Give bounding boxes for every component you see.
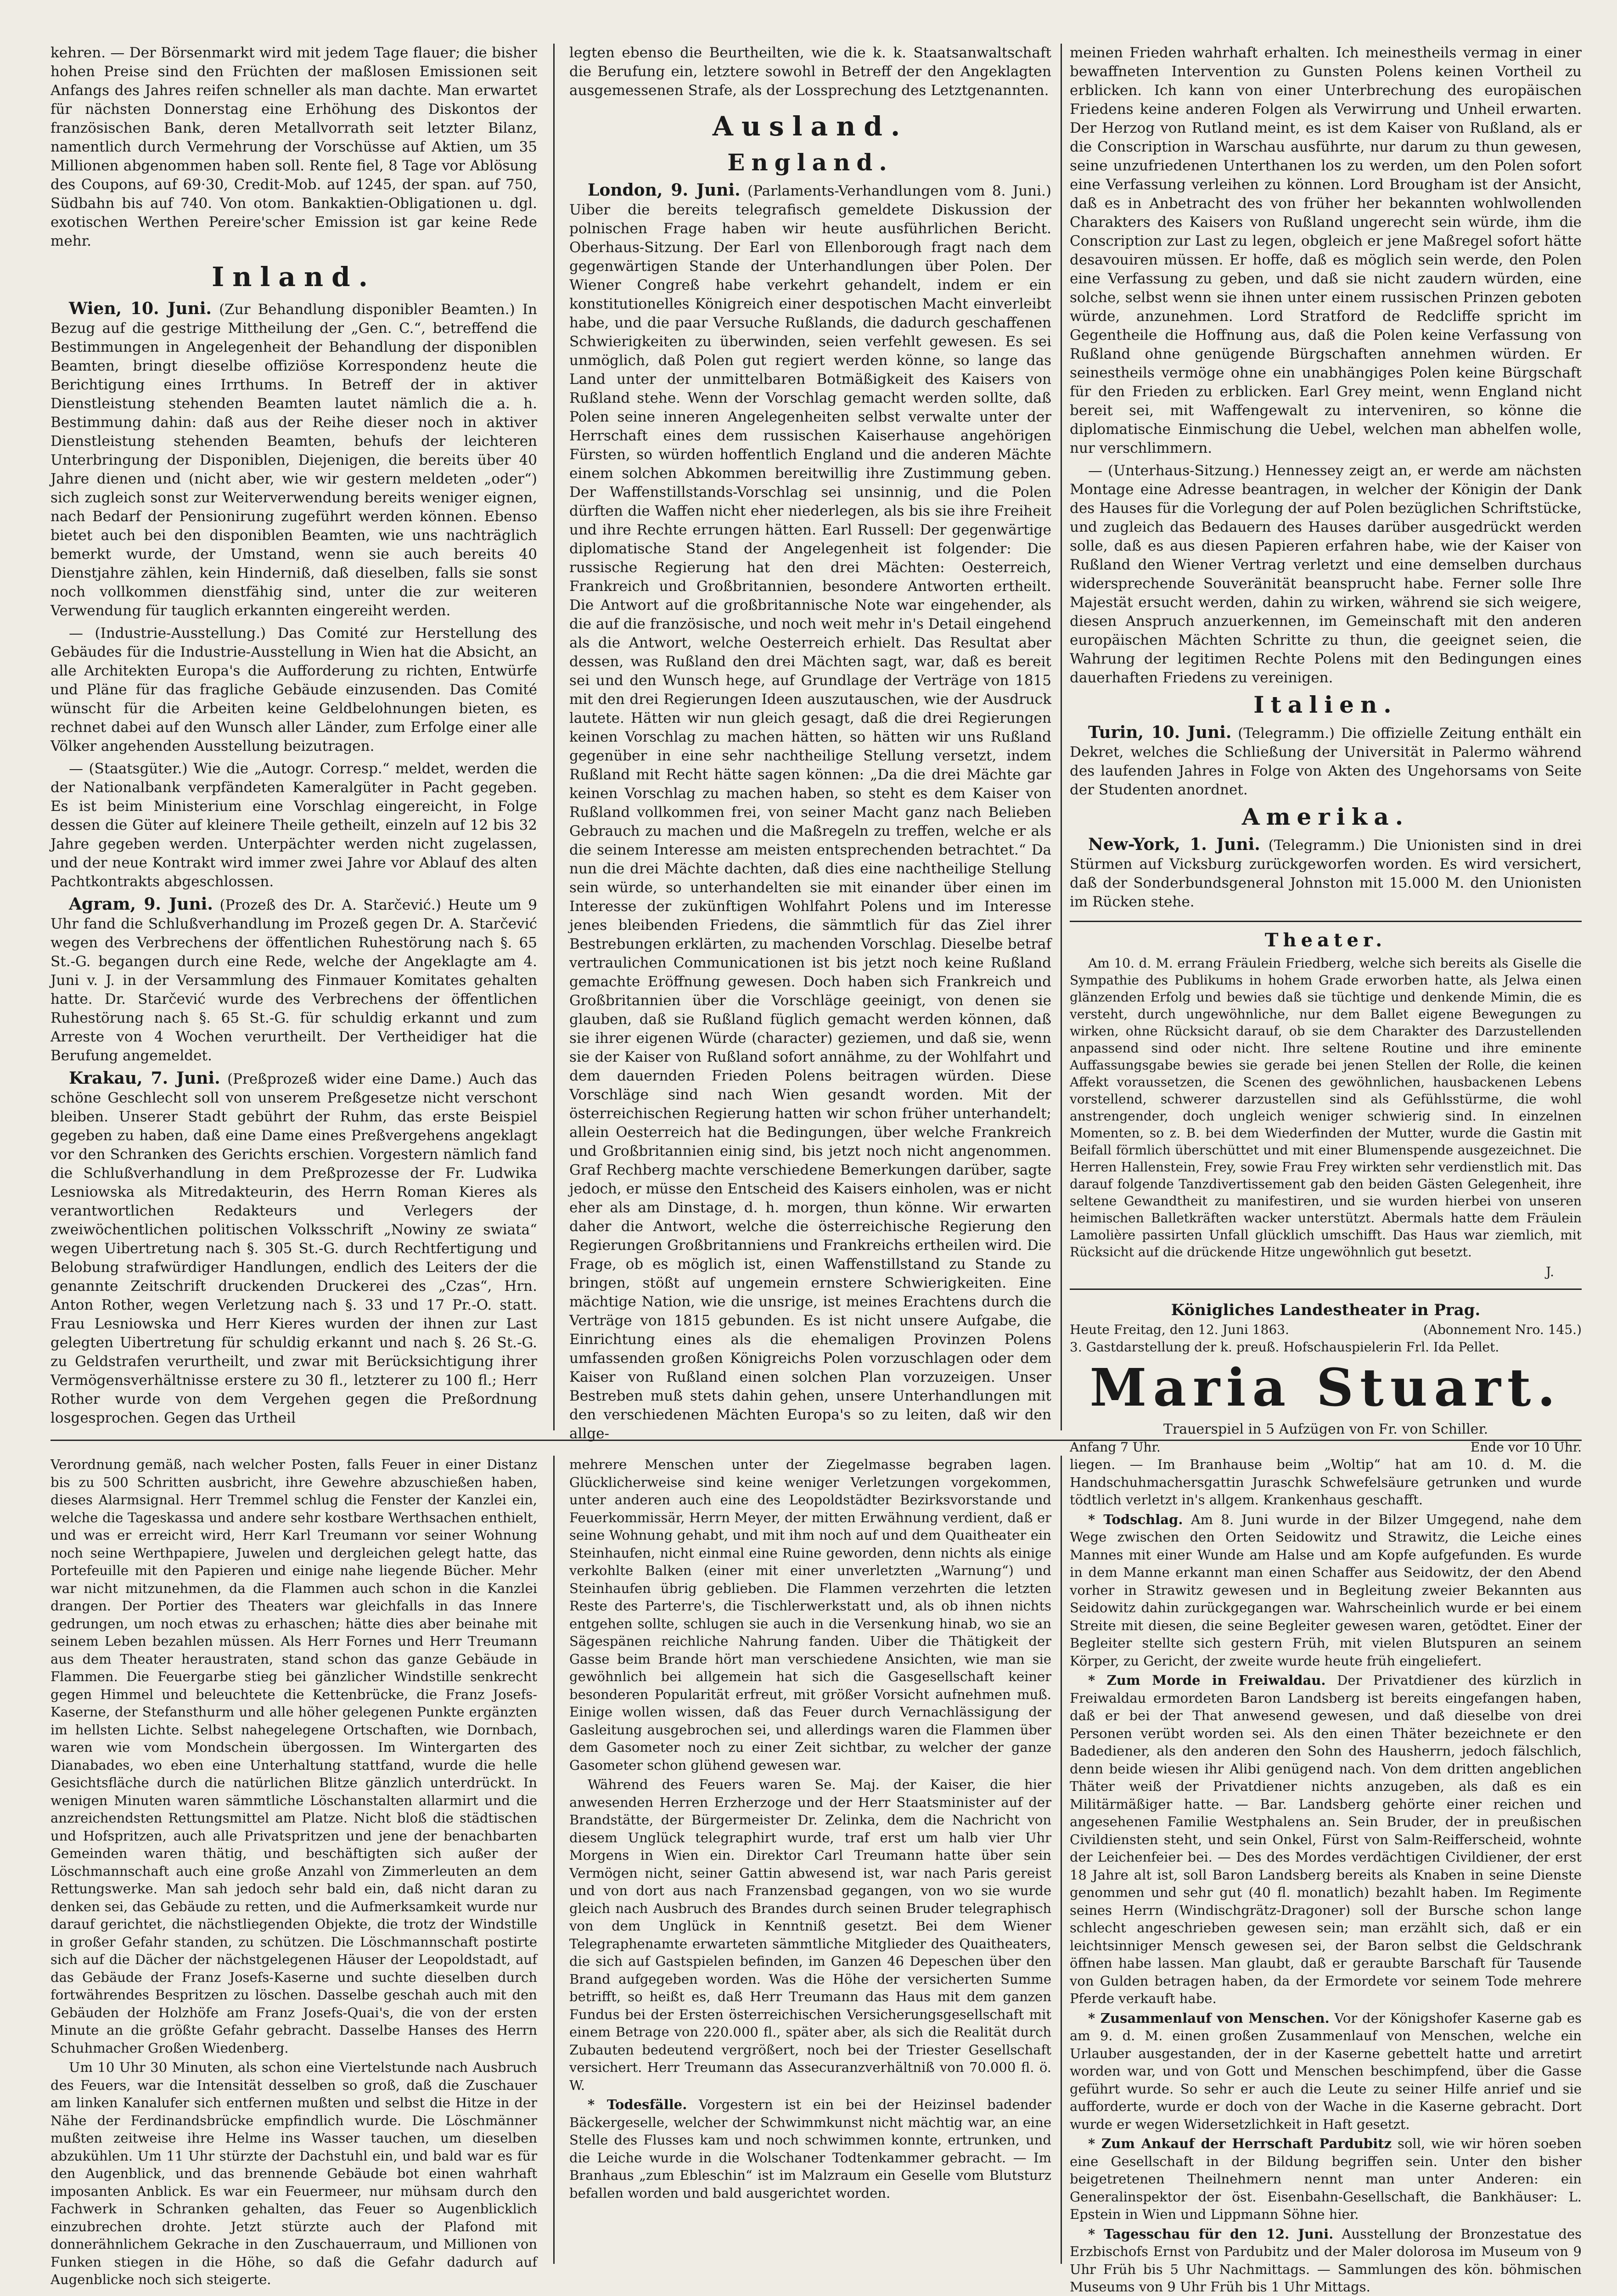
paragraph: Turin, 10. Juni. (Telegramm.) Die offizielle Zeitung enthält ein Dekret, welches die Schließung der Universität in Palermo während des laufenden Jahres in Folge von Akten des Ungehorsams von Seite der Studenten anordnet. [1070,723,1582,798]
paragraph: liegen. — Im Branhause beim „Woltip“ hat am 10. d. M. die Handschuhmachersgattin Juraschk Schwefelsäure getrunken und wurde tödtlich verletzt in's allgem. Krankenhaus geschafft. [1070,1457,1582,1508]
play-subtitle: Trauerspiel in 5 Aufzügen von Fr. von Schiller. [1163,1421,1488,1437]
theater-title: Theater. [1264,929,1387,951]
paragraph: * Zum Ankauf der Herrschaft Pardubitz soll, wie wir hören soeben eine Gesellschaft in der Bildung begriffen sein. Unter den bisher beigetretenen Theilnehmern nennt man unter Anderen: ein Generalinspektor der öst. Eisenbahn-Gesellschaft, die Bankhäuser: L. Epstein in Wien und Lippmann Söhne hier. [1070,2136,1582,2222]
paragraph: Am 10. d. M. errang Fräulein Friedberg, welche sich bereits als Giselle die Sympathie des Publikums in hohem Grade erworben hatte, als Jelwa einen glänzenden Erfolg und bewies daß sie tüchtige und denkende Mimin, die es versteht, durch ungewöhnliche, nur dem Ballet eigene Bewegungen zu wirken, ohne Rücksicht darauf, ob sie dem Charakter des Darzustellenden anpassend sind oder nicht. Ihre seltene Routine und ihre eminente Auffassungsgabe bewies sie gerade bei jenen Stellen der Rolle, die keinen Affekt voraussetzen, die Scenen des gewöhnlichen, hausbackenen Lebens vorstellend, schwerer darzustellen sind als Gefühlsstürme, die wohl anstrengender, doch ungleich weniger schwierig sind. In einzelnen Momenten, so z. B. bei dem Wiederfinden der Mutter, wurde die Gastin mit Beifall förmlich überschüttet und mit einer Blumenspende ausgezeichnet. Die Herren Hallenstein, Frey, sowie Frau Frey wirkten sehr verdienstlich mit. Das darauf folgende Tanzdivertissement gab den beiden Gästen Gelegenheit, ihre seltene Gewandtheit zu manifestiren, und sie wurden hierbei von unseren heimischen Balletkräften wacker unterstützt. Abermals hatte dem Fräulein Lamolière passirten Unfall glücklich umschifft. Das Haus war ziemlich, mit Rücksicht auf die drückende Hitze ungewöhnlich gut besetzt. [1070,956,1582,1260]
dateline: London, 9. Juni. [588,180,741,200]
paragraph: meinen Frieden wahrhaft erhalten. Ich meinestheils vermag in einer bewaffneten Intervention zu Gunsten Polens keinen Vortheil zu erblicken. Ich kann von einer Unterbrechung des europäischen Friedens keine anderen Folgen als Verwirrung und Unheil erwarten. Der Herzog von Rutland meint, es ist dem Kaiser von Rußland, als er die Conscription in Warschau ausführte, nur darum zu thun gewesen, seine unzufriedenen Unterthanen los zu werden, um den Polen sofort eine Verfassung verleihen zu können. Lord Brougham ist der Ansicht, daß es in Anbetracht des von früher her bekannten wohlwollenden Charakters des Kaisers von Rußland ungerecht sein würde, ihm die Conscription zur Last zu legen, obgleich er jene Maßregel sofort hätte desavouiren müssen. Er hoffe, daß es möglich sein werde, den Polen eine Verfassung zu geben, und daß sie nicht zaudern würden, eine solche, selbst wenn sie ihnen unter einem russischen Prinzen geboten würde, anzunehmen. Lord Stratford de Redcliffe spricht im Gegentheile die Hoffnung aus, daß die Polen keine Verfassung von Rußland ohne genügende Bürgschaften annehmen würden. Er seinestheils vermöge ohne ein unabhängiges Polen keine Bürgschaft für den Frieden zu erblicken. Earl Grey meint, wenn England nicht bereit sei, mit Waffengewalt zu interveniren, so könne die diplomatische Einmischung die Uebel, welchen man abhelfen wolle, nur verschlimmern. [1070,45,1582,456]
paragraph: kehren. — Der Börsenmarkt wird mit jedem Tage flauer; die bisher hohen Preise sind den Früchten der maßlosen Emissionen seit Anfangs des Jahres reifen schneller als man dachte. Man erwartet für nächsten Donnerstag eine Erhöhung des Diskontos der französischen Bank, deren Metallvorrath seit letzter Bilanz, namentlich durch Vermehrung der Vorschüsse auf Aktien, um 35 Millionen abgenommen haben soll. Rente fiel, 8 Tage vor Ablösung des Coupons, auf 69·30, Credit-Mob. auf 1245, der span. auf 750, Südbahn bis auf 740. Von otom. Bankaktien-Obligationen u. dgl. exotischen Werthen Pereire'scher Emission ist gar keine Rede mehr. [51,45,537,249]
bottom-column-2 [569,1456,1051,2264]
signature: J. [1546,1264,1554,1279]
bottom-column-1 [51,1456,537,2287]
column-rule [1061,1456,1062,2264]
play-title: Maria Stuart. [1089,1358,1562,1418]
end-time: Ende vor 10 Uhr. [1470,1440,1582,1455]
paragraph: — (Unterhaus-Sitzung.) Hennessey zeigt an, er werde am nächsten Montage eine Adresse beantragen, in welcher der Königin der Dank des Hauses für die Vorlegung der auf Polen bezüglichen Schriftstücke, und zugleich das Bedauern des Hauses darüber ausgedrückt werden solle, daß es aus diesen Papieren erfahren habe, wie der Kaiser von Rußland den Wiener Vertrag verletzt und eine demselben durchaus widersprechende Souveränität beansprucht habe. Ferner solle Ihre Majestät ersucht werden, dahin zu wirken, während sie sich weigere, diesen Anspruch anzuerkennen, im Gemeinschaft mit den anderen europäischen Mächten Schritte zu thun, die geeignet seien, die Wahrung der legitimen Rechte Polens mit den Bedingungen eines dauerhaften Friedens zu vereinigen. [1070,462,1582,686]
dateline: New-York, 1. Juni. [1088,835,1260,854]
paragraph: mehrere Menschen unter der Ziegelmasse begraben lagen. Glücklicherweise sind keine weniger Verletzungen vorgekommen, unter anderen auch eine des Leopoldstädter Bezirksvorstande und Feuerkommissär, Herrn Meyer, der mitten Erwähnung verdient, daß er seine Wohnung gehabt, und mit ihm noch auf und dem Quaitheater ein Steinhaufen, nicht einmal eine Ruine geworden, denn nichts als einige verkohlte Balken (einer mit einer unverletzten „Warnung“) und Steinhaufen übrig geblieben. Die Flammen verzehrten die letzten Reste des Parterre's, die Tischlerwerkstatt und, als ob ihnen nichts entgehen sollte, schlugen sie auch in die Versenkung hinab, wo sie an Sägespänen reichliche Nahrung fanden. Uiber die Thätigkeit der Gasse beim Brande hört man verschiedene Ansichten, wie man sie gewöhnlich bei allgemein hat sich die Gasgesellschaft keiner besonderen Popularität erfreut, mit größer Vorsicht aufnehmen muß. Einige wollen wissen, daß das Feuer durch Vernachlässigung der Gasleitung ausgebrochen sei, und allerdings waren die Flammen über dem Gasometer noch zu einer Zeit sichtbar, zu welcher der ganze Gasometer schon glühend gewesen war. [569,1457,1051,1773]
column-3 [1070,44,1582,1455]
performance-date: Heute Freitag, den 12. Juni 1863. [1070,1322,1289,1337]
paragraph: * Todschlag. Am 8. Juni wurde in der Bilzer Umgegend, nahe dem Wege zwischen den Orten Seidowitz und Strawitz, die Leiche eines Mannes mit einer Wunde am Halse und am Kopfe aufgefunden. Es wurde in dem Manne erkannt man einen Schaffer aus Seidowitz, der den Abend vorher in Strawitz gewesen und in Begleitung zweier Bekannten aus Seidowitz dahin zurückgegangen war. Wahrscheinlich wurde er bei einem Streite mit diesen, die seine Begleiter gewesen waren, getödtet. Einer der Begleiter stellte sich gestern Früh, mit vielen Blutspuren an seinem Körper, zu Gericht, der zweite wurde heute früh eingeliefert. [1070,1511,1582,1669]
column-2 [569,44,1051,1442]
paragraph: * Zum Morde in Freiwaldau. Der Privatdiener des kürzlich in Freiwaldau ermordeten Baron Landsberg ist bereits eingefangen haben, daß er bei der That anwesend gewesen, und daß dieselbe von drei Personen verübt worden sei. Als den einen Thäter bezeichnete er den Badediener, als den anderen den Sohn des Hausherrn, jedoch fälschlich, denn beide wiesen ihr Alibi genügend nach. Von dem dritten angeblichen Thäter weiß der Privatdiener nichts anzugeben, als daß es ein Militärmäßiger hatte. — Bar. Landsberg gehörte einer reichen und angesehenen Familie Westphalens an. Sein Bruder, der in preußischen Civildiensten steht, und sein Onkel, Fürst von Salm-Reifferscheid, wohnte der Leichenfeier bei. — Des des Mordes verdächtigen Civildiener, der erst 18 Jahre alt ist, soll Baron Landsberg bereits als Knaben in seine Dienste genommen und sehr gut (40 fl. monatlich) bezahlt haben. Im Regimente seines Herrn (Windischgrätz-Dragoner) soll der Bursche schon lange schlecht angeschrieben gewesen sein; man erzählt sich, daß er ein leichtsinniger Mensch gewesen sei, der Baron selbst die Geldschrank öffnen habe lassen. Man glaubt, daß er geraubte Barschaft für Tausende von Gulden betragen haben, da der Ermordete vor seinem Tode mehrere Pferde verkauft habe. [1070,1672,1582,2006]
paragraph: — (Industrie-Ausstellung.) Das Comité zur Herstellung des Gebäudes für die Industrie-Ausstellung in Wien hat die Absicht, an alle Architekten Europa's die Aufforderung zu richten, Entwürfe und Pläne für das fragliche Gebäude einzusenden. Das Comité wünscht für die Arbeiten keine Geldbelohnungen bieten, es rechnet dabei auf den Wunsch aller Länder, zum Erfolge einer alle Völker angehenden Ausstellung beizutragen. [51,625,537,754]
paragraph: — (Staatsgüter.) Wie die „Autogr. Corresp.“ meldet, werden die der Nationalbank verpfändeten Kameralgüter in Pacht gegeben. Es ist beim Ministerium eine Vorschlag eingereicht, in Folge dessen die Güter auf kleinere Theile getheilt, einzeln auf 12 bis 32 Jahre gegeben werden. Unterpächter werden nicht zugelassen, und der neue Kontrakt wird immer zwei Jahre vor Ablauf des alten Pachtkontrakts abgeschlossen. [51,760,537,890]
paragraph: * Tagesschau für den 12. Juni. Ausstellung der Bronzestatue des Erzbischofs Ernst von Pardubitz und der Maler dolorosa im Museum von 9 Uhr Früh bis 5 Uhr Nachmittags. — Sammlungen des kön. böhmischen Museums von 9 Uhr Früh bis 1 Uhr Mittags. [1070,2226,1582,2295]
subscription-number: (Abonnement Nro. 145.) [1423,1322,1582,1337]
column-rule [553,1456,555,2264]
paragraph: Verordnung gemäß, nach welcher Posten, falls Feuer in einer Distanz bis zu 500 Schritten ausbricht, ihre Gewehre abzuschießen haben, dieses Alarmsignal. Herr Tremmel schlug die Fenster der Kanzlei ein, welche die Tageskassa und andere sehr kostbare Werthsachen enthielt, und was er erreicht wird, Herr Karl Treumann vor seiner Wohnung noch seine Werthpapiere, Juwelen und dergleichen gelegt hatte, das Portefeuille mit den Papieren und einige nahe liegende Bücher. Mehr war nicht mitzunehmen, da die Flammen auch schon in die Kanzlei drangen. Der Portier des Theaters war gleichfalls in das Innere gedrungen, um noch etwas zu erhaschen; hätte dies aber beinahe mit seinem Leben bezahlen müssen. Als Herr Fornes und Herr Treumann aus dem Theater heraustraten, stand schon das ganze Gebäude in Flammen. Die Feuergarbe stieg bei gänzlicher Windstille senkrecht gegen Himmel und beleuchtete die Kettenbrücke, die Franz Josefs-Kaserne, der Stefansthurm und alle höher gelegenen Punkte ergänzten im hellsten Lichte. Selbst nahegelegene Ortschaften, wie Dornbach, waren wie vom Mondschein übergossen. Im Wintergarten des Dianabades, wo eben eine Unterhaltung stattfand, wurde die helle Gesichtsfläche durch die natürlichen Blitze gänzlich unterdrückt. In wenigen Minuten waren sämmtliche Löschanstalten allarmirt und die anzreichendsten Rettungsmittel am Platze. Nicht bloß die städtischen und Hofspritzen, auch alle Privatspritzen und jene der benachbarten Gemeinden waren thätig, und beschäftigten sich außer der Löschmannschaft auch eine große Anzahl von Zimmerleuten an dem Rettungswerke. Man sah jedoch sehr bald ein, daß nicht daran zu denken sei, das Gebäude zu retten, und die Aufmerksamkeit wurde nur darauf gerichtet, die nächstliegenden Objekte, die trotz der Windstille in großer Gefahr standen, zu schützen. Die Löschmannschaft postirte sich auf die Dächer der nächstgelegenen Häuser der Leopoldstadt, auf das Gebäude der Franz Josefs-Kaserne und suchte dieselben durch fortwährendes Bespritzen zu löschen. Dasselbe geschah auch mit den Gebäuden der Holzhöfe am Franz Josefs-Quai's, die von der ersten Minute an die größte Gefahr gebracht. Dasselbe Hanses des Herrn Schuhmacher Großen Wiedenberg. [51,1457,537,2056]
paragraph: Agram, 9. Juni. (Prozeß des Dr. A. Starčević.) Heute um 9 Uhr fand die Schlußverhandlung im Prozeß gegen Dr. A. Starčević wegen des Verbrechens der öffentlichen Ruhestörung nach §. 65 St.-G. begangen durch eine Rede, welche der Angeklagte am 4. Juni v. J. in der Versammlung des Finmauer Komitates gehalten hatte. Dr. Starčević wurde des Verbrechens der öffentlichen Ruhestörung nach §. 65 St.-G. für schuldig erkannt und zum Arreste von 4 Wochen verurtheilt. Der Vertheidiger hat die Berufung angemeldet. [51,895,538,1064]
dateline: Agram, 9. Juni. [69,895,213,914]
section-title-england: England. [727,149,893,176]
column-rule [553,44,555,1430]
theater-announcement [1070,1289,1582,1456]
section-title-ausland: Ausland. [712,111,909,142]
paragraph: London, 9. Juni. (Parlaments-Verhandlungen vom 8. Juni.) Uiber die bereits telegrafisch gemeldete Diskussion der polnischen Frage haben wir heute ausführlichen Bericht. Oberhaus-Sitzung. Der Earl von Ellenborough fragt nach dem gegenwärtigen Stande der Unterhandlungen über Polen. Der Wiener Congreß habe verkehrt gehandelt, indem er ein konstitutionelles Königreich einer despotischen Macht einverleibt habe, und die paar Versuche Rußlands, die dadurch geschaffenen Schwierigkeiten zu überwinden, seien verfehlt gewesen. Es sei unmöglich, daß Polen gut regiert werden könne, so lange das Land unter der unmittelbaren Botmäßigkeit des Kaisers von Rußland stehe. Wenn der Vorschlag gemacht werden sollte, daß Polen seine inneren Angelegenheiten selbst verwalte unter der Herrschaft eines dem russischen Kaiserhause angehörigen Fürsten, so würden hoffentlich England und die anderen Mächte einem solchen Abkommen bereitwillig ihre Zustimmung geben. Der Waffenstillstands-Vorschlag sei unsinnig, und die Polen dürften die Waffen nicht eher niederlegen, als bis sie ihre Freiheit und ihre Rechte errungen hätten. Earl Russell: Der gegenwärtige diplomatische Stand der Angelegenheit ist folgender: Die russische Regierung hat den drei Mächten: Oesterreich, Frankreich und Großbritannien, besondere Antworten ertheilt. Die Antwort auf die großbritannische Note war eingehender, als die auf die französische, und noch weit mehr in's Detail eingehend als die Antwort, welche Oesterreich erhielt. Das Resultat aber dessen, was Rußland den drei Mächten sagt, war, daß es bereit sei und den Wunsch hege, auf Grundlage der Verträge von 1815 mit den drei Regierungen Ideen auszutauschen, wie der Ausdruck lautete. Hätten wir nun gleich gesagt, daß die drei Regierungen keinen Vorschlag zu machen hätten, so hätten wir uns Rußland gegenüber in eine sehr nachtheilige Stellung versetzt, indem Rußland mit Recht hätte sagen können: „Da die drei Mächte gar keinen Vorschlag zu machen haben, so steht es dem Kaiser von Rußland vollkommen frei, von seiner Macht ganz nach Belieben Gebrauch zu machen und die Maßregeln zu treffen, welche er als die seinem Interesse am meisten entsprechenden betrachtet.“ Da nun die drei Mächte dachten, daß dies eine nachtheilige Stellung sein würde, so unterhandelten sie mit einander über einen im Interesse der zukünftigen Wohlfahrt Polens und im Interesse jenes bleibenden Friedens, die sämmtlich für das Ziel ihrer Bestrebungen erklärten, zu machenden Vorschlag. Dieselbe betraf vertraulichen Communicationen ist bis jetzt noch keine Rußland gemachte Eröffnung gewesen. Doch haben sich Frankreich und Großbritannien über die Vorschläge geeinigt, von denen sie glauben, daß sie Rußland füglich gemacht werden können, daß sie ihrer eigenen Würde (character) geziemen, und daß sie, wenn sie der Kaiser von Rußland sofort annähme, zu der Wohlfahrt und dem dauernden Frieden Polens beitragen würden. Diese Vorschläge sind nach Wien gesandt worden. Mit der österreichischen Regierung hatten wir schon früher unterhandelt; allein Oesterreich hat die Bedingungen, über welche Frankreich und Großbritannien einig sind, bis jetzt noch nicht angenommen. Graf Rechberg machte verschiedene Bemerkungen darüber, sagte jedoch, er müsse den Entscheid des Kaisers einholen, was er nicht eher als am Dinstage, d. h. morgen, thun könne. Wir erwarten daher die Antwort, welche die österreichische Regierung den Regierungen Großbritanniens und Frankreichs ertheilen wird. Die Frage, ob es möglich ist, einen Waffenstillstand zu Stande zu bringen, stößt auf ungemein ernstere Schwierigkeiten. Eine mächtige Nation, wie die unsrige, ist meines Erachtens durch die Verträge von 1815 gebunden. Es ist nicht unsere Aufgabe, die Einrichtung eines als die ehemaligen Provinzen Polens umfassenden großen Königreichs Polen vorzuschlagen oder dem Kaiser von Rußland einen solchen Plan vorzuzeigen. Unser Bestreben muß stets dahin gehen, unsere Unterhandlungen mit den verschiedenen Mächten Europa's so zu leiten, daß wir den allge- [569,180,1051,1442]
paragraph: Wien, 10. Juni. (Zur Behandlung disponibler Beamten.) In Bezug auf die gestrige Mittheilung der „Gen. C.“, betreffend die Bestimmungen in Angelegenheit der Behandlung der disponiblen Beamten, bringt dieselbe offiziöse Korrespondenz heute die Berichtigung eines Irrthums. In Betreff der in aktiver Dienstleistung stehenden Beamten lautet nämlich die a. h. Bestimmung dahin: daß aus der Reihe dieser noch in aktiver Dienstleistung stehenden Beamten, behufs der leichteren Unterbringung der Disponiblen, Diejenigen, die bereits über 40 Jahre dienen und (nicht aber, wie wir gestern meldeten „oder“) sich zugleich sonst zur Weiterverwendung bereits weniger eignen, nach Bedarf der Pensionirung zugeführt werden können. Ebenso bietet auch bei den disponiblen Beamten, wie uns nachträglich bemerkt wurde, der Umstand, wenn sie auch bereits 40 Dienstjahre zählen, kein Hinderniß, daß dieselben, falls sie sonst noch vollkommen dienstfähig sind, unter die zur weiteren Verwendung für tauglich erkannten eingereiht werden. [51,299,538,619]
paragraph: * Todesfälle. Vorgestern ist ein bei der Heizinsel badender Bäckergeselle, welcher der Schwimmkunst nicht mächtig war, an eine Stelle des Flusses kam und noch schwimmen konnte, ertrunken, und die Leiche wurde in die Wolschaner Todtenkammer gebracht. — Im Branhaus „zum Ebleschin“ ist im Malzraum ein Geselle vom Blutsturz befallen worden und bald ausgerichtet worden. [569,2097,1051,2201]
theater-review [1070,921,1582,1279]
paragraph: Während des Feuers waren Se. Maj. der Kaiser, die hier anwesenden Herren Erzherzoge und der Herr Staatsminister auf der Brandstätte, der Bürgermeister Dr. Zelinka, dem die Nachricht von diesem Unglück telegraphirt wurde, traf erst um halb vier Uhr Morgens in Wien ein. Direktor Carl Treumann hatte über sein Vermögen nicht, seiner Gattin abwesend ist, war nach Paris gereist und von dort aus nach Franzensbad gegangen, von wo sie wurde gleich nach Ausbruch des Brandes durch seinen Bruder telegraphisch von dem Unglück in Kenntniß gesetzt. Bei dem Wiener Telegraphenamte erwarteten sämmtliche Mitglieder des Quaitheaters, die sich auf Gastspielen befinden, im Ganzen 46 Depeschen über den Brand aufgegeben worden. Was die Höhe der versicherten Summe betrifft, so heißt es, daß Herr Treumann das Haus mit dem ganzen Fundus bei der Ersten österreichischen Versicherungsgesellschaft mit einem Betrage von 220.000 fl., später aber, als sich die Realität durch Zubauten bedeutend vergrößert, noch bei der Triester Gesellschaft versichert. Herr Treumann das Assecuranzverhältniß von 70.000 fl. ö. W. [569,1777,1051,2093]
paragraph: * Zusammenlauf von Menschen. Vor der Königshofer Kaserne gab es am 9. d. M. einen großen Zusammenlauf von Menschen, welche ein Urlauber ausgestanden, der in der Kaserne gebettelt hatte und arretirt worden war, und von Gott und Menschen beschimpfend, über die Gasse geführt wurde. So sehr er auch die Leute zu seiner Hilfe anrief und sie aufforderte, wurde er doch von der Wache in die Kaserne gebracht. Dort wurde er wegen Widersetzlichkeit in Haft gesetzt. [1070,2010,1582,2132]
paragraph: legten ebenso die Beurtheilten, wie die k. k. Staatsanwaltschaft die Berufung ein, letztere sowohl in Betreff der den Angeklagten ausgemessenen Strafe, als der Lossprechung des Letztgenannten. [569,45,1051,99]
dateline: Krakau, 7. Juni. [69,1069,220,1088]
section-title-amerika: Amerika. [1241,803,1410,830]
bottom-column-3 [1070,1456,1582,2295]
paragraph: New-York, 1. Juni. (Telegramm.) Die Unionisten sind in drei Stürmen auf Vicksburg zurückgeworfen worden. Es wird versichert, daß der Sonderbundsgeneral Johnston mit 15.000 M. den Unionisten im Rücken stehe. [1070,835,1582,910]
theater-house: Königliches Landestheater in Prag. [1171,1301,1481,1319]
section-title-inland: Inland. [212,261,376,293]
dateline: Turin, 10. Juni. [1088,723,1232,742]
guest-performance: 3. Gastdarstellung der k. preuß. Hofschauspielerin Frl. Ida Pellet. [1070,1339,1499,1355]
column-rule [1061,44,1062,1430]
paragraph: Krakau, 7. Juni. (Preßprozeß wider eine Dame.) Auch das schöne Geschlecht soll von unserem Preßgesetze nicht verschont bleiben. Unserer Stadt gebührt der Ruhm, das erste Beispiel gegeben zu haben, daß eine Dame eines Preßvergehens angeklagt vor den Schranken des Gerichts erschien. Vorgestern nämlich fand die Schlußverhandlung in dem Preßprozesse der Fr. Ludwika Lesniowska als Mitredakteurin, des Herrn Roman Kieres als verantwortlichen Redakteurs und Verlegers der zweiwöchentlichen politischen Volksschrift „Nowiny ze swiata“ wegen Uibertretung nach §. 305 St.-G. durch Rechtfertigung und Belobung strafwürdiger Handlungen, endlich des Leiters der die genannte Zeitschrift druckenden Druckerei des „Czas“, Hrn. Anton Rother, wegen Verletzung nach §. 33 und 17 Pr.-O. statt. Frau Lesniowska und Herr Kieres wurden der ihnen zur Last gelegten Uibertretung für schuldig erkannt und nach §. 26 St.-G. zu Geldstrafen verurtheilt, und zwar mit Berücksichtigung ihrer Vermögensverhältnisse erstere zu 30 fl., letzterer zu 100 fl.; Herr Rother wurde von dem Vergehen gegen die Preßordnung losgesprochen. Gegen das Urtheil [51,1069,538,1426]
paragraph: Um 10 Uhr 30 Minuten, als schon eine Viertelstunde nach Ausbruch des Feuers, war die Intensität desselben so groß, daß die Zuschauer am linken Kanalufer sich entfernen mußten und selbst die Hitze in der Nähe der Ferdinandsbrücke empfindlich wurde. Die Löschmänner mußten zeitweise ihre Helme ins Wasser tauchen, um dieselben abzukühlen. Um 11 Uhr stürzte der Dachstuhl ein, und bald war es für den Augenblick, und das brennende Gebäude bot einen wahrhaft imposanten Anblick. Es war ein Feuermeer, nur mühsam durch den Fachwerk in Schranken gehalten, das Feuer so Augenblicklich einzubrechen drohte. Jetzt stürzte auch der Plafond mit donnerähnlichem Gekrache in den Zuschauerraum, und Millionen von Funken stiegen in die Höhe, so daß die Gefahr dadurch auf Augenblicke noch sich steigerte. [51,2060,537,2287]
start-time: Anfang 7 Uhr. [1070,1440,1161,1455]
column-1 [51,44,537,1430]
section-title-italien: Italien. [1253,691,1398,718]
dateline: Wien, 10. Juni. [69,299,212,318]
